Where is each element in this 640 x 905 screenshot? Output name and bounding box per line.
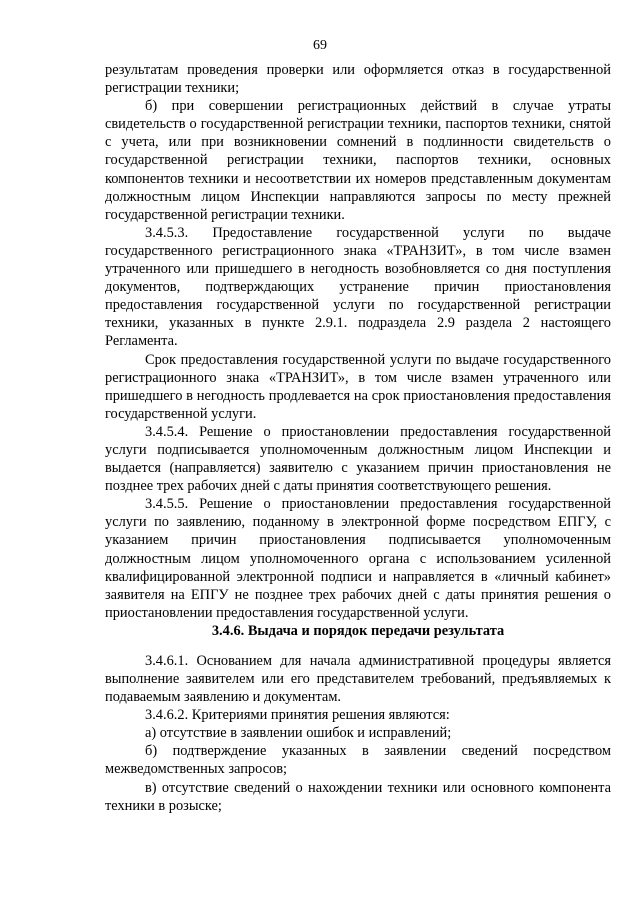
- paragraph-item-b: б) при совершении регистрационных действий в случае утраты свидетельств о государственной регистрации техники, паспортов техники, снятой с учета, или при возникновении сомнений в подлинности свидетельств о государственной регистрации техники, паспортов техники, основных компонентов техники и несоответствии их номеров представленным документам должностным лицом Инспекции направляются запросы по месту прежней государственной регистрации техники.: [105, 98, 611, 223]
- paragraph-3-4-6-2: 3.4.6.2. Критериями принятия решения являются:: [145, 707, 450, 724]
- paragraph-term: Срок предоставления государственной услуги по выдаче государственного регистрационного знака «ТРАНЗИТ», в том числе взамен утраченного или пришедшего в негодность продлевается на срок приостановления предоставления государственной услуги.: [105, 351, 611, 422]
- criterion-a: а) отсутствие в заявлении ошибок и исправлений;: [145, 725, 452, 742]
- paragraph-continuation: результатам проведения проверки или оформляется отказ в государственной регистрации техники;: [105, 62, 611, 97]
- paragraph-3-4-6-1: 3.4.6.1. Основанием для начала административной процедуры является выполнение заявителем или его представителем требований, предъявляемых к подаваемым заявлению и документам.: [105, 652, 611, 706]
- paragraph-3-4-5-4: 3.4.5.4. Решение о приостановлении предоставления государственной услуги подписывается уполномоченным должностным лицом Инспекции и выдается (направляется) заявителю с указанием причин приостановления не позднее трех рабочих дней с даты принятия соответствующего решения.: [105, 423, 611, 495]
- document-body: [105, 61, 611, 815]
- paragraph-3-4-5-5: 3.4.5.5. Решение о приостановлении предоставления государственной услуги по заявлению, поданному в электронной форме посредством ЕПГУ, с указанием причин приостановления подписывается уполномоченным должностным лицом уполномоченного органа с использованием усиленной квалифицированной электронной подписи и направляется в «личный кабинет» заявителя на ЕПГУ не позднее трех рабочих дней с даты принятия решения о приостановлении предоставления государственной услуги.: [105, 496, 611, 621]
- page-number: 69: [313, 38, 327, 53]
- section-heading: 3.4.6. Выдача и порядок передачи результата: [211, 622, 505, 639]
- criterion-c: в) отсутствие сведений о нахождении техники или основного компонента техники в розыске;: [105, 779, 611, 814]
- criterion-b: б) подтверждение указанных в заявлении сведений посредством межведомственных запросов;: [105, 743, 611, 778]
- paragraph-3-4-5-3: 3.4.5.3. Предоставление государственной услуги по выдаче государственного регистрационного знака «ТРАНЗИТ», в том числе взамен утраченного или пришедшего в негодность возобновляется со дня поступления документов, подтверждающих устранение причин приостановления предоставления государственной услуги по государственной регистрации техники, указанных в пункте 2.9.1. подраздела 2.9 раздела 2 настоящего Регламента.: [105, 224, 611, 350]
